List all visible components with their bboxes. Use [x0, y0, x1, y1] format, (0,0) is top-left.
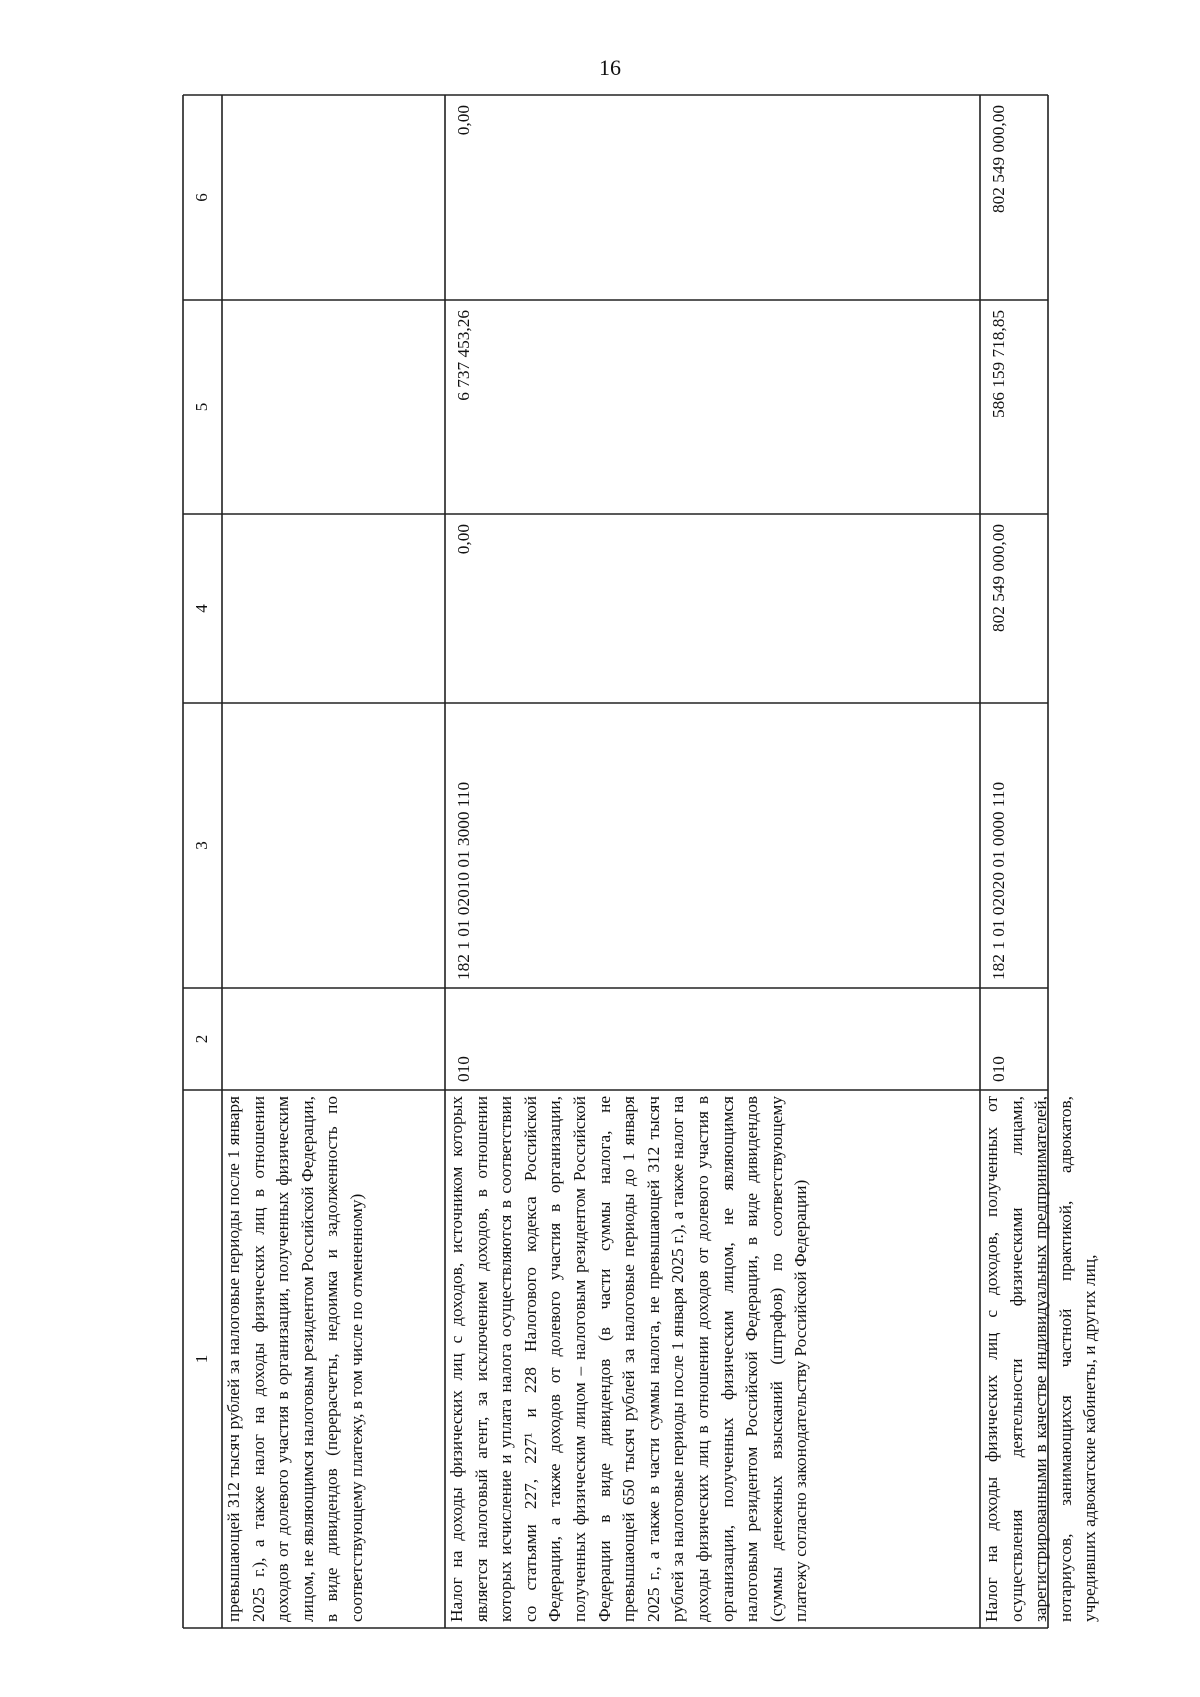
header-cell-4: 4 — [192, 604, 211, 613]
row-2-code: 182 1 01 02010 01 3000 110 — [454, 781, 473, 980]
row-3-fact: 586 159 718,85 — [989, 310, 1008, 419]
row-1-diff — [222, 95, 445, 300]
header-cell-6: 6 — [192, 193, 211, 202]
row-2-plan: 0,00 — [454, 524, 473, 555]
row-3-diff: 802 549 000,00 — [989, 105, 1008, 214]
row-3-admin: 010 — [989, 1056, 1008, 1082]
row-1-admin — [222, 988, 445, 1090]
header-cell-1: 1 — [192, 1354, 211, 1364]
row-3-name: Налог на доходы физических лиц с доходов, полученных от осуществления деятельности физическими лицами, зарегистрированными в качестве индивидуальных предпринимателей, нотариусов, занимающихся частной практикой, адвокатов, учредивших адвокатские кабинеты, и других лиц, — [982, 1096, 1100, 1622]
row-1-name: превышающей 312 тысяч рублей за налоговые периоды после 1 января 2025 г.), а также налог на доходы физических лиц в отношении доходов от долевого участия в организации, полученных физическим лицом, не являющимся налоговым резидентом Российской Федерации, в виде дивидендов (перерасчеты, недоимка и задолженность по соответствующему платежу, в том числе по отмененному) — [224, 1096, 366, 1622]
row-2-diff: 0,00 — [454, 105, 473, 136]
header-cell-5: 5 — [192, 402, 211, 412]
row-1-plan — [222, 514, 445, 703]
page-number: 16 — [599, 55, 621, 80]
header-cell-2: 2 — [192, 1034, 211, 1044]
header-cell-3: 3 — [192, 841, 211, 850]
row-2-name: Налог на доходы физических лиц с доходов, источником которых является налоговый агент, за исключением доходов, в отношении которых исчисление и уплата налога осуществляются в соответствии со статьями 227, 227¹ и 228 Налогового кодекса Российской Федерации, а также доходов от долевого участия в организации, полученных физическим лицом – налоговым резидентом Российской Федерации в виде дивидендов (в части суммы налога, не превышающей 650 тысяч рублей за налоговые периоды до 1 января 2025 г., а также в части суммы налога, не превышающей 312 тысяч рублей за налоговые периоды после 1 января 2025 г.), а также налог на доходы физических лиц в отношении доходов от долевого участия в организации, полученных физическим лицом, не являющимся налоговым резидентом Российской Федерации, в виде дивидендов (суммы денежных взысканий (штрафов) по соответствующему платежу согласно законодательству Российской Федерации) — [447, 1096, 811, 1622]
row-1-code — [222, 703, 445, 988]
row-1-fact — [222, 300, 445, 514]
row-2-admin: 010 — [454, 1056, 473, 1082]
row-3-plan: 802 549 000,00 — [989, 524, 1008, 633]
row-3-code: 182 1 01 02020 01 0000 110 — [989, 781, 1008, 980]
row-2-fact: 6 737 453,26 — [454, 310, 473, 401]
